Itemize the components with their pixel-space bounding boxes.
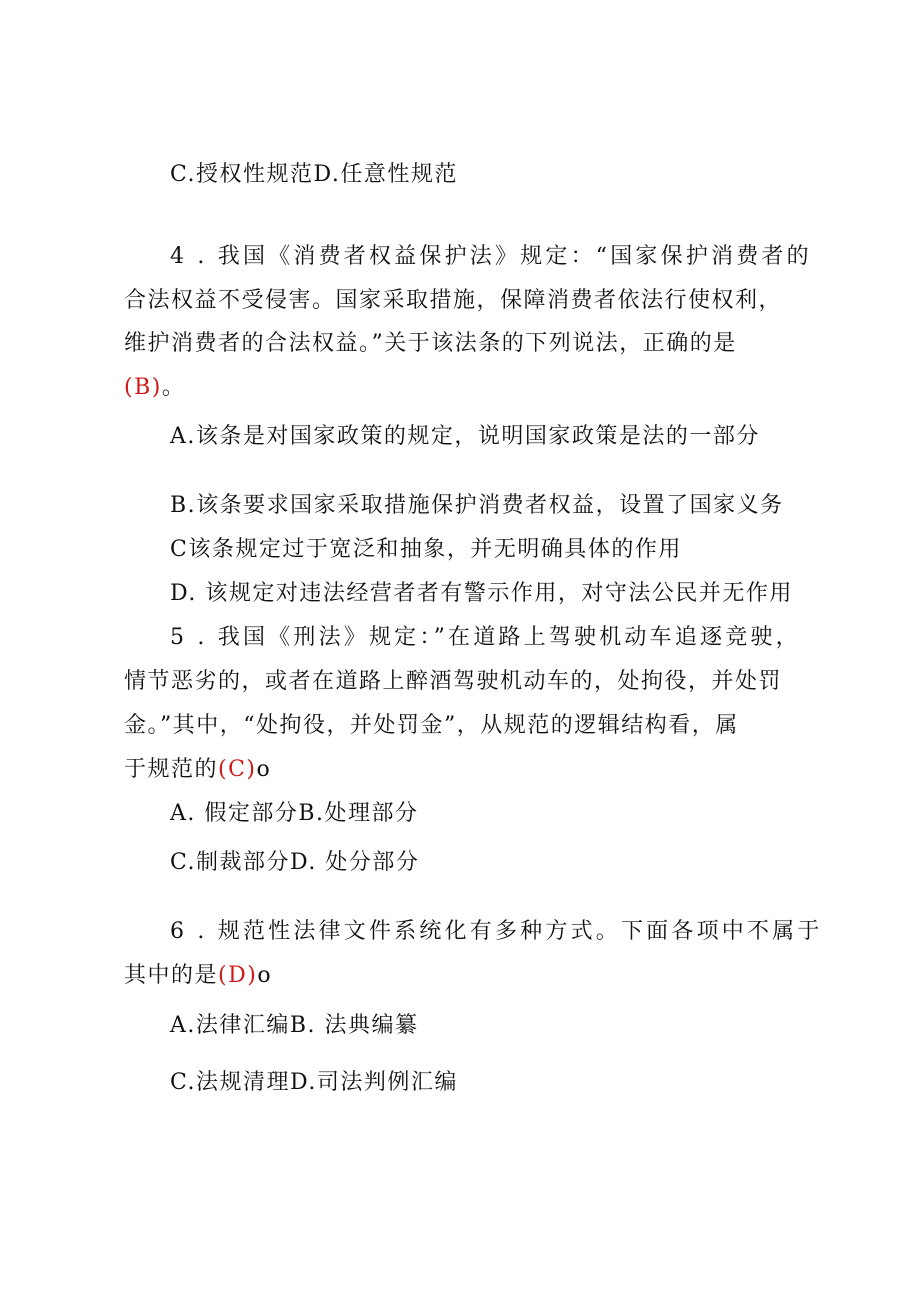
q5-answer-suffix: o — [256, 757, 272, 782]
q6-answer-suffix: o — [257, 963, 273, 988]
q6-option-ab: A.法律汇编B. 法典编纂 — [170, 1013, 419, 1038]
q5-answer: (C) — [218, 757, 257, 782]
q5-stem-line-4-text: 于规范的 — [124, 757, 219, 782]
q6-stem-line-2-text: 其中的是 — [124, 963, 219, 988]
q6-option-cd: C.法规清理D.司法判例汇编 — [170, 1070, 458, 1095]
q3-option-cd: C.授权性规范D.任意性规范 — [170, 162, 458, 187]
q6-stem-line-1: 6 . 规范性法律文件系统化有多种方式。下面各项中不属于 — [170, 919, 823, 944]
q5-stem-line-1: 5 . 我国《刑法》规定：”在道路上驾驶机动车追逐竞驶， — [170, 625, 801, 650]
q4-stem-line-2: 合法权益不受侵害。国家采取措施，保障消费者依法行使权利， — [124, 288, 783, 313]
q5-stem-line-2: 情节恶劣的，或者在道路上醉酒驾驶机动车的，处拘役，并处罚 — [124, 669, 783, 694]
q4-answer-suffix: 。 — [161, 375, 186, 400]
q4-stem-line-1: 4 . 我国《消费者权益保护法》规定：“国家保护消费者的 — [170, 244, 812, 269]
q4-answer: (B) — [124, 375, 162, 400]
q6-answer: (D) — [218, 963, 258, 988]
q4-option-c: C该条规定过于宽泛和抽象，并无明确具体的作用 — [170, 537, 682, 562]
q5-option-ab: A. 假定部分B.处理部分 — [170, 801, 419, 826]
q5-option-cd: C.制裁部分D. 处分部分 — [170, 850, 420, 875]
q5-stem-line-3: 金。”其中，“处拘役，并处罚金”，从规范的逻辑结构看，属 — [124, 713, 739, 738]
q5-stem-line-4 — [124, 755, 271, 785]
q4-option-d: D. 该规定对违法经营者者有警示作用，对守法公民并无作用 — [170, 581, 793, 606]
q4-option-a: A.该条是对国家政策的规定，说明国家政策是法的一部分 — [170, 424, 760, 449]
q4-option-b: B.该条要求国家采取措施保护消费者权益，设置了国家义务 — [170, 493, 784, 518]
q6-stem-line-2 — [124, 961, 272, 991]
q4-stem-line-3: 维护消费者的合法权益。”关于该法条的下列说法，正确的是 — [124, 331, 737, 356]
q4-answer-line — [124, 373, 185, 403]
